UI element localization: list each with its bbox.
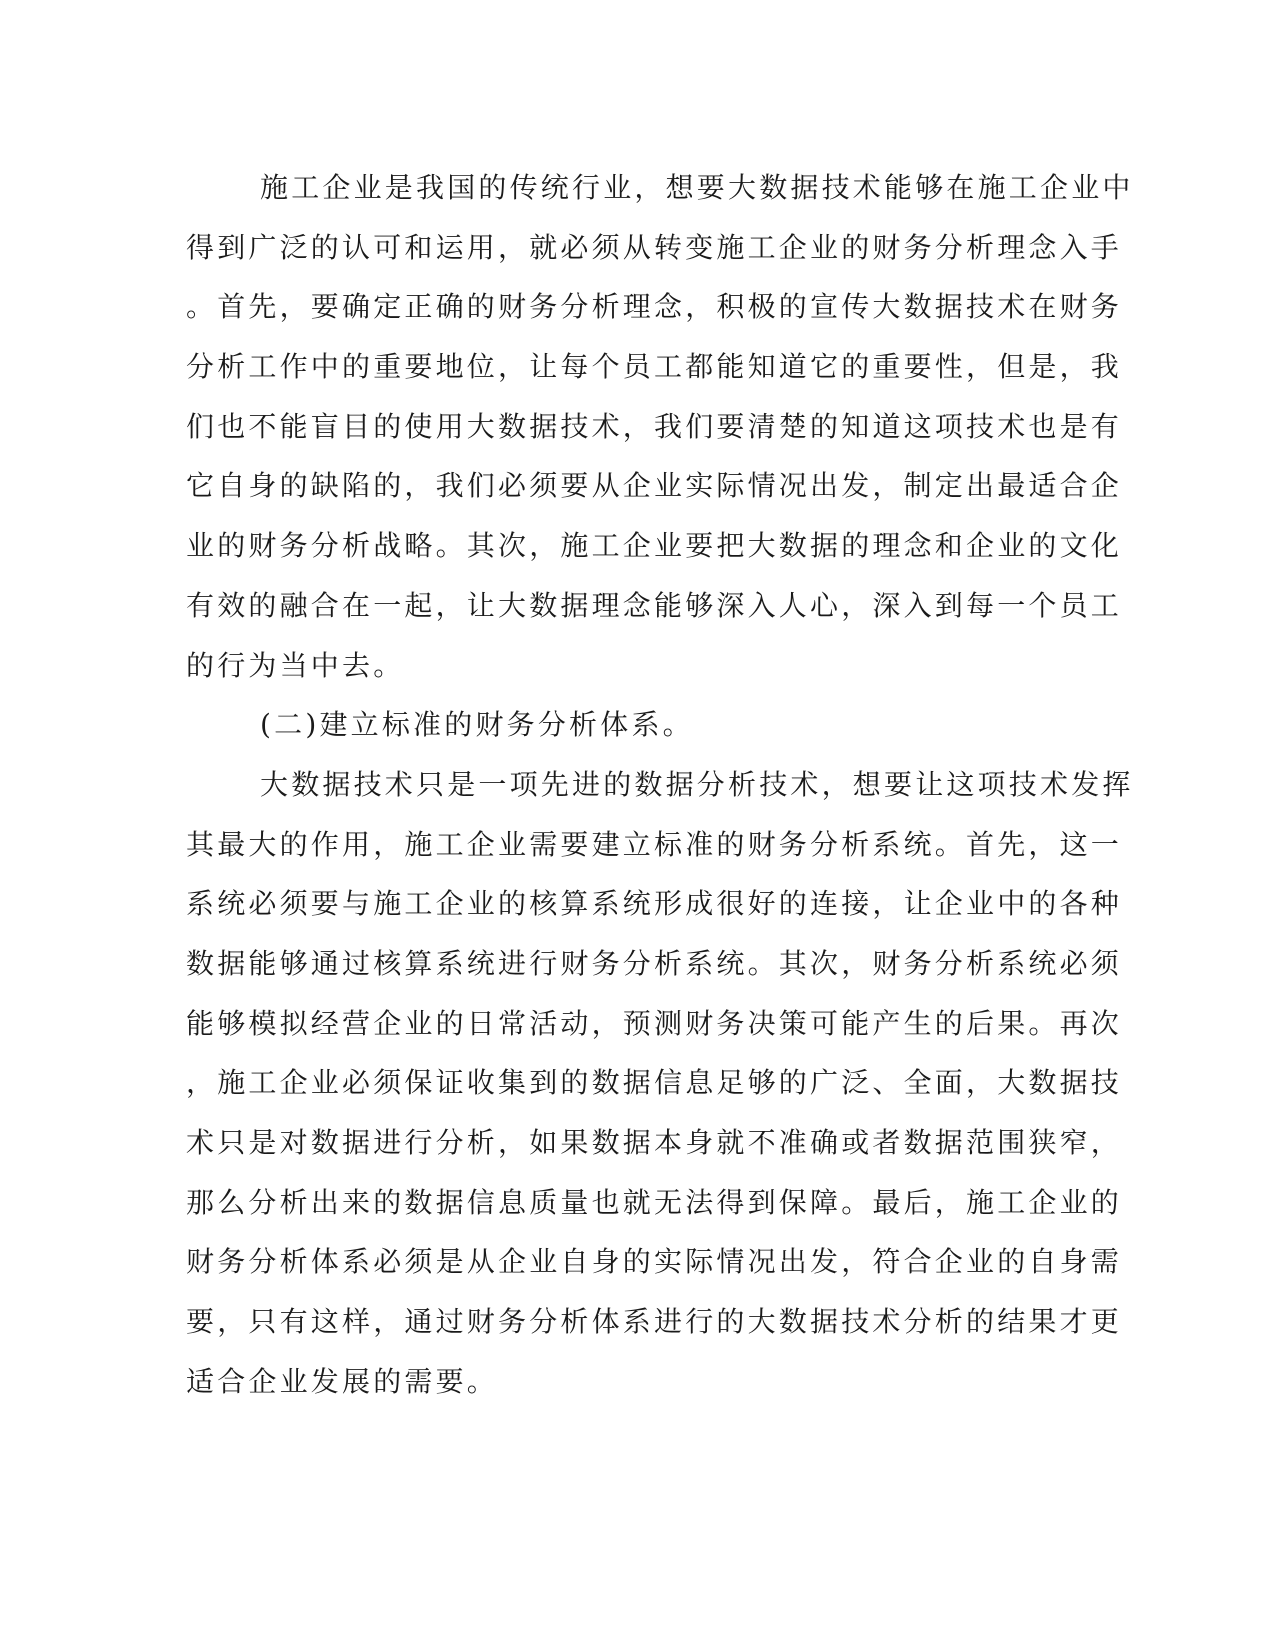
paragraph-line: 其最大的作用，施工企业需要建立标准的财务分析系统。首先，这一: [186, 827, 1123, 861]
paragraph-line: 大数据技术只是一项先进的数据分析技术，想要让这项技术发挥: [260, 767, 1134, 801]
paragraph-line: 分析工作中的重要地位，让每个员工都能知道它的重要性，但是，我: [186, 350, 1123, 384]
paragraph-line: 财务分析体系必须是从企业自身的实际情况出发，符合企业的自身需: [186, 1245, 1123, 1279]
paragraph-line: 有效的融合在一起，让大数据理念能够深入人心，深入到每一个员工: [186, 588, 1123, 622]
document-body: [186, 158, 1134, 1411]
paragraph-line: 系统必须要与施工企业的核算系统形成很好的连接，让企业中的各种: [186, 887, 1123, 921]
paragraph-line: ，施工企业必须保证收集到的数据信息足够的广泛、全面，大数据技: [186, 1066, 1123, 1100]
paragraph-line: 要，只有这样，通过财务分析体系进行的大数据技术分析的结果才更: [186, 1305, 1123, 1339]
paragraph-line: 们也不能盲目的使用大数据技术，我们要清楚的知道这项技术也是有: [186, 409, 1123, 443]
paragraph-line: 业的财务分析战略。其次，施工企业要把大数据的理念和企业的文化: [186, 529, 1123, 563]
paragraph-line: 适合企业发展的需要。: [186, 1364, 499, 1398]
paragraph-line: 数据能够通过核算系统进行财务分析系统。其次，财务分析系统必须: [186, 946, 1123, 980]
paragraph-line: 。首先，要确定正确的财务分析理念，积极的宣传大数据技术在财务: [186, 290, 1123, 324]
paragraph: [186, 755, 1134, 1412]
paragraph-line: 那么分析出来的数据信息质量也就无法得到保障。最后，施工企业的: [186, 1185, 1123, 1219]
paragraph-line: 的行为当中去。: [186, 648, 405, 682]
paragraph-line: 能够模拟经营企业的日常活动，预测财务决策可能产生的后果。再次: [186, 1006, 1123, 1040]
paragraph-line: 得到广泛的认可和运用，就必须从转变施工企业的财务分析理念入手: [186, 230, 1123, 264]
paragraph-line: 施工企业是我国的传统行业，想要大数据技术能够在施工企业中: [260, 171, 1134, 204]
paragraph-line: 术只是对数据进行分析，如果数据本身就不准确或者数据范围狭窄，: [186, 1126, 1123, 1159]
section-heading: (二)建立标准的财务分析体系。: [260, 708, 694, 742]
paragraph: [186, 158, 1134, 695]
paragraph-line: 它自身的缺陷的，我们必须要从企业实际情况出发，制定出最适合企: [186, 469, 1123, 503]
